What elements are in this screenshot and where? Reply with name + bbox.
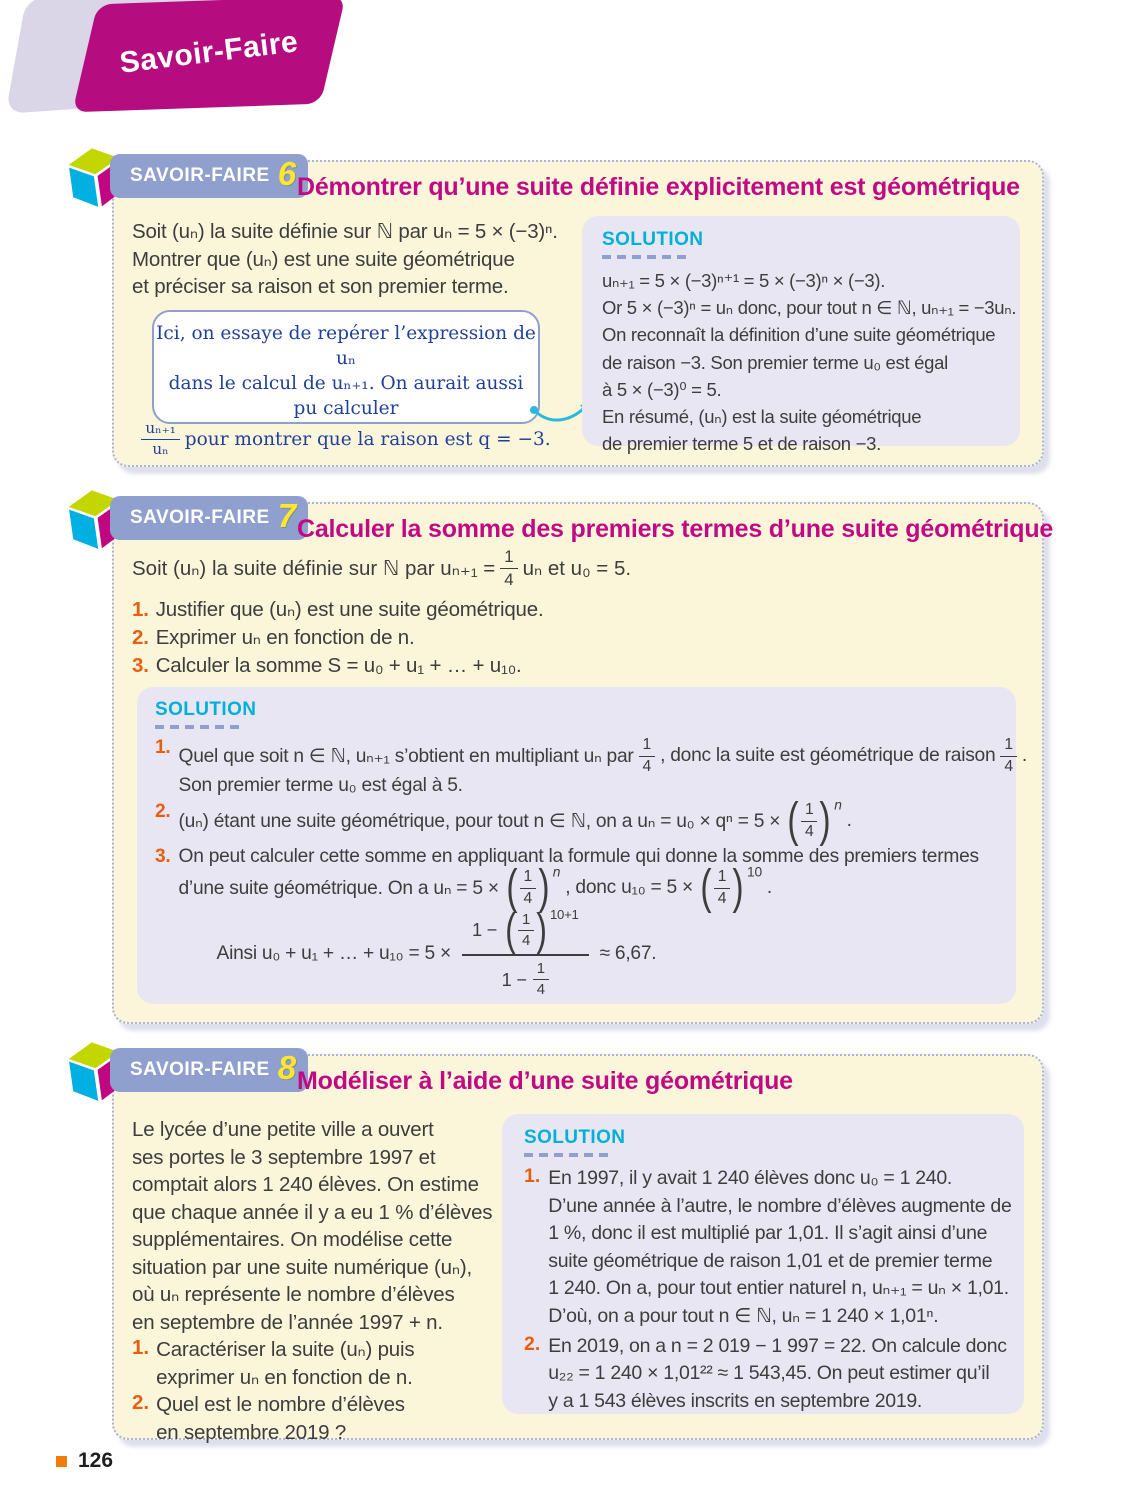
sf7-solution-panel (137, 687, 1028, 1004)
page-number: 126 (78, 1449, 114, 1472)
solution-heading: SOLUTION (602, 229, 704, 250)
problem-line: que chaque année il y a eu 1 % d’élèves (132, 1200, 493, 1224)
page-bullet-icon (56, 1456, 67, 1467)
sum-formula: Ainsi u₀ + u₁ + … + u₁₀ = 5 × 1 − ( $\frac{1}{4}$ ) $^{10+1}$ 1 − $\frac{1}{4}$ ≈ 6,67. (216, 903, 657, 999)
fraction: $\frac{\text{uₙ₊₁}}{\text{uₙ}}$ (141, 421, 179, 458)
page-banner (0, 0, 420, 130)
solution-line: à 5 × (−3)⁰ = 5. (602, 378, 722, 400)
question-item: 1. Caractériser la suite (uₙ) puis exprimer uₙ en fonction de n. (132, 1336, 415, 1389)
solution-line: On reconnaît la définition d’une suite géométrique (602, 324, 996, 346)
tab-number: 7 (277, 497, 297, 534)
sf7-problem-statement: Soit (uₙ) la suite définie sur ℕ par uₙ₊₁ = $\frac{1}{4}$ uₙ et u₀ = 5. (132, 547, 632, 589)
solution-line: Or 5 × (−3)ⁿ = uₙ donc, pour tout n ∈ ℕ, uₙ₊₁ = −3uₙ. (602, 297, 1017, 319)
tab-number: 6 (277, 155, 297, 192)
solution-line: 1 240. On a, pour tout entier naturel n, uₙ₊₁ = uₙ × 1,01. (548, 1277, 1009, 1300)
tab-label: SAVOIR-FAIRE (130, 165, 270, 186)
solution-line: En résumé, (uₙ) est la suite géométrique (602, 406, 922, 428)
section-title: Calculer la somme des premiers termes d’une suite géométrique (297, 515, 1054, 543)
solution-line: uₙ₊₁ = 5 × (−3)ⁿ⁺¹ = 5 × (−3)ⁿ × (−3). (602, 270, 886, 291)
solution-line: On peut calculer cette somme en appliquant la formule qui donne la somme des premiers termes (178, 845, 979, 867)
section-title: Démontrer qu’une suite définie explicitement est géométrique (297, 173, 1020, 201)
solution-line: u₂₂ = 1 240 × 1,01²² ≈ 1 543,45. On peut estimer qu’il (548, 1362, 990, 1385)
sf6-solution-panel (582, 216, 1020, 455)
solution-heading: SOLUTION (155, 699, 257, 720)
bubble-line: dans le calcul de uₙ₊₁. On aurait aussi pu calculer (168, 373, 524, 419)
solution-item: 1. En 1997, il y avait 1 240 élèves donc u₀ = 1 240. D’une année à l’autre, le nombre d’élèves augmente de 1 %, donc il est multiplié par 1,01. Il s’agit ainsi d’une suite géométrique de raison 1,01 et de premier terme 1 240. On a, pour tout entier naturel n, uₙ₊₁ = uₙ × 1,01. D’où, on a pour tout n ∈ ℕ, uₙ = 1 240 × 1,01ⁿ. (524, 1165, 1018, 1331)
fraction: $\frac{1}{4}$ (500, 548, 517, 588)
solution-line: de raison −3. Son premier terme u₀ est égal (602, 351, 948, 373)
solution-line: D’où, on a pour tout n ∈ ℕ, uₙ = 1 240 × 1,01ⁿ. (548, 1304, 939, 1327)
question-item: 1. Justifier que (uₙ) est une suite géométrique. (132, 598, 544, 621)
question-item: 2. Exprimer uₙ en fonction de n. (132, 626, 415, 649)
bubble-line: $\frac{\text{uₙ₊₁}}{\text{uₙ}}$ pour montrer que la raison est q = −3. (154, 421, 538, 458)
solution-line: 1 %, donc il est multiplié par 1,01. Il s’agit ainsi d’une (548, 1222, 988, 1245)
parenthesized-fraction: ( $\frac{1}{4}$ ) $^{10}$ (700, 860, 762, 914)
tab-label: SAVOIR-FAIRE (130, 1059, 270, 1080)
problem-line: Soit (uₙ) la suite définie sur ℕ par uₙ = 5 × (−3)ⁿ. (132, 220, 558, 243)
sf8-solution-panel (502, 1114, 1024, 1414)
problem-line: comptait alors 1 240 élèves. On estime (132, 1173, 479, 1196)
sf7-questions (132, 596, 543, 680)
sf6-problem (132, 218, 558, 301)
solution-item: 2. En 2019, on a n = 2 019 − 1 997 = 22. On calcule donc u₂₂ = 1 240 × 1,01²² ≈ 1 543,45. On peut estimer qu’il y a 1 543 élèves inscrits en septembre 2019. (524, 1333, 1018, 1416)
savoir-faire-6-tab (110, 154, 308, 198)
solution-line: Son premier terme u₀ est égal à 5. (178, 775, 463, 797)
question-item: 3. Calculer la somme S = u₀ + u₁ + … + u₁₀. (132, 654, 522, 677)
problem-line: ses portes le 3 septembre 1997 et (132, 1145, 436, 1169)
problem-line: situation par une suite numérique (uₙ), (132, 1255, 472, 1279)
tab-label: SAVOIR-FAIRE (130, 507, 270, 528)
solution-line: suite géométrique de raison 1,01 et de premier terme (548, 1249, 993, 1272)
problem-line: Montrer que (uₙ) est une suite géométrique (132, 247, 515, 271)
savoir-faire-7-tab (110, 496, 308, 540)
solution-heading: SOLUTION (524, 1127, 626, 1148)
solution-item: 1. Quel que soit n ∈ ℕ, uₙ₊₁ s’obtient en multipliant uₙ par $\frac{1}{4}$ , donc la suite est géométrique de raison $\frac{1}{4}$ . Son premier terme u₀ est égal à 5. (155, 736, 1028, 797)
problem-line: Le lycée d’une petite ville a ouvert (132, 1118, 434, 1141)
solution-line: En 2019, on a n = 2 019 − 1 997 = 22. On calcule donc (548, 1334, 1007, 1357)
big-fraction: 1 − ( $\frac{1}{4}$ ) $^{10+1}$ 1 − $\frac{1}{4}$ (462, 911, 589, 998)
solution-line: y a 1 543 élèves inscrits en septembre 2019. (548, 1389, 923, 1412)
solution-underline (602, 255, 690, 259)
hint-bubble (145, 310, 551, 458)
solution-line: En 1997, il y avait 1 240 élèves donc u₀ = 1 240. (548, 1167, 952, 1189)
page-footer (56, 1449, 113, 1473)
solution-line: D’une année à l’autre, le nombre d’élèves augmente de (548, 1194, 1012, 1217)
savoir-faire-8-box (112, 1049, 1044, 1444)
solution-item: 2. (uₙ) étant une suite géométrique, pour tout n ∈ ℕ, on a uₙ = u₀ × qⁿ = 5 × ( $\frac{1}{4}$ ) $^n$ . (155, 794, 852, 848)
question-item: 2. Quel est le nombre d’élèves en septembre 2019 ? (132, 1391, 405, 1444)
parenthesized-fraction: ( $\frac{1}{4}$ ) $^n$ (506, 860, 561, 914)
savoir-faire-8-tab (110, 1048, 308, 1092)
bubble-line: Ici, on essaye de repérer l’expression de uₙ (156, 323, 536, 369)
solution-line: Quel que soit n ∈ ℕ, uₙ₊₁ s’obtient en multipliant uₙ par $\frac{1}{4}$ , donc la suite est géométrique de raison $\frac{1}{4}$ . (178, 736, 1028, 775)
section-title: Modéliser à l’aide d’une suite géométrique (297, 1067, 793, 1095)
fraction: $\frac{1}{4}$ (1000, 737, 1017, 775)
solution-line: d’une suite géométrique. On a uₙ = 5 × ( $\frac{1}{4}$ ) $^n$ , donc u₁₀ = 5 × ( $\frac{1}{4}$ ) $^{10}$ . (178, 860, 772, 914)
problem-line: où uₙ représente le nombre d’élèves (132, 1283, 455, 1306)
tab-number: 8 (277, 1049, 297, 1086)
problem-line: et préciser sa raison et son premier terme. (132, 275, 509, 298)
problem-line: en septembre de l’année 1997 + n. (132, 1310, 443, 1334)
problem-line: supplémentaires. On modélise cette (132, 1228, 453, 1251)
parenthesized-fraction: ( $\frac{1}{4}$ ) $^n$ (787, 794, 842, 848)
solution-underline (155, 725, 243, 729)
fraction: $\frac{1}{4}$ (639, 737, 656, 775)
savoir-faire-7-box (112, 497, 1054, 1024)
savoir-faire-6-box (112, 155, 1044, 467)
sf8-problem (132, 1116, 504, 1446)
solution-line: (uₙ) étant une suite géométrique, pour tout n ∈ ℕ, on a uₙ = u₀ × qⁿ = 5 × ( $\frac{1}{4}$ ) $^n$ . (178, 794, 852, 848)
solution-underline (524, 1153, 612, 1157)
solution-line: de premier terme 5 et de raison −3. (602, 433, 881, 455)
banner-title: Savoir-Faire (117, 25, 300, 80)
solution-item: 3. On peut calculer cette somme en appliquant la formule qui donne la somme des premiers termes d’une suite géométrique. On a uₙ = 5 × ( $\frac{1}{4}$ ) $^n$ , donc u₁₀ = 5 × ( $\frac{1}{4}$ ) $^{10}$ . Ainsi u₀ + u₁ + … + u₁₀ = 5 × 1 − ( $\frac{1}{4}$ ) $^{10+1}$ 1 − $\frac{1}{4}$ ≈ 6,67. (155, 845, 979, 999)
